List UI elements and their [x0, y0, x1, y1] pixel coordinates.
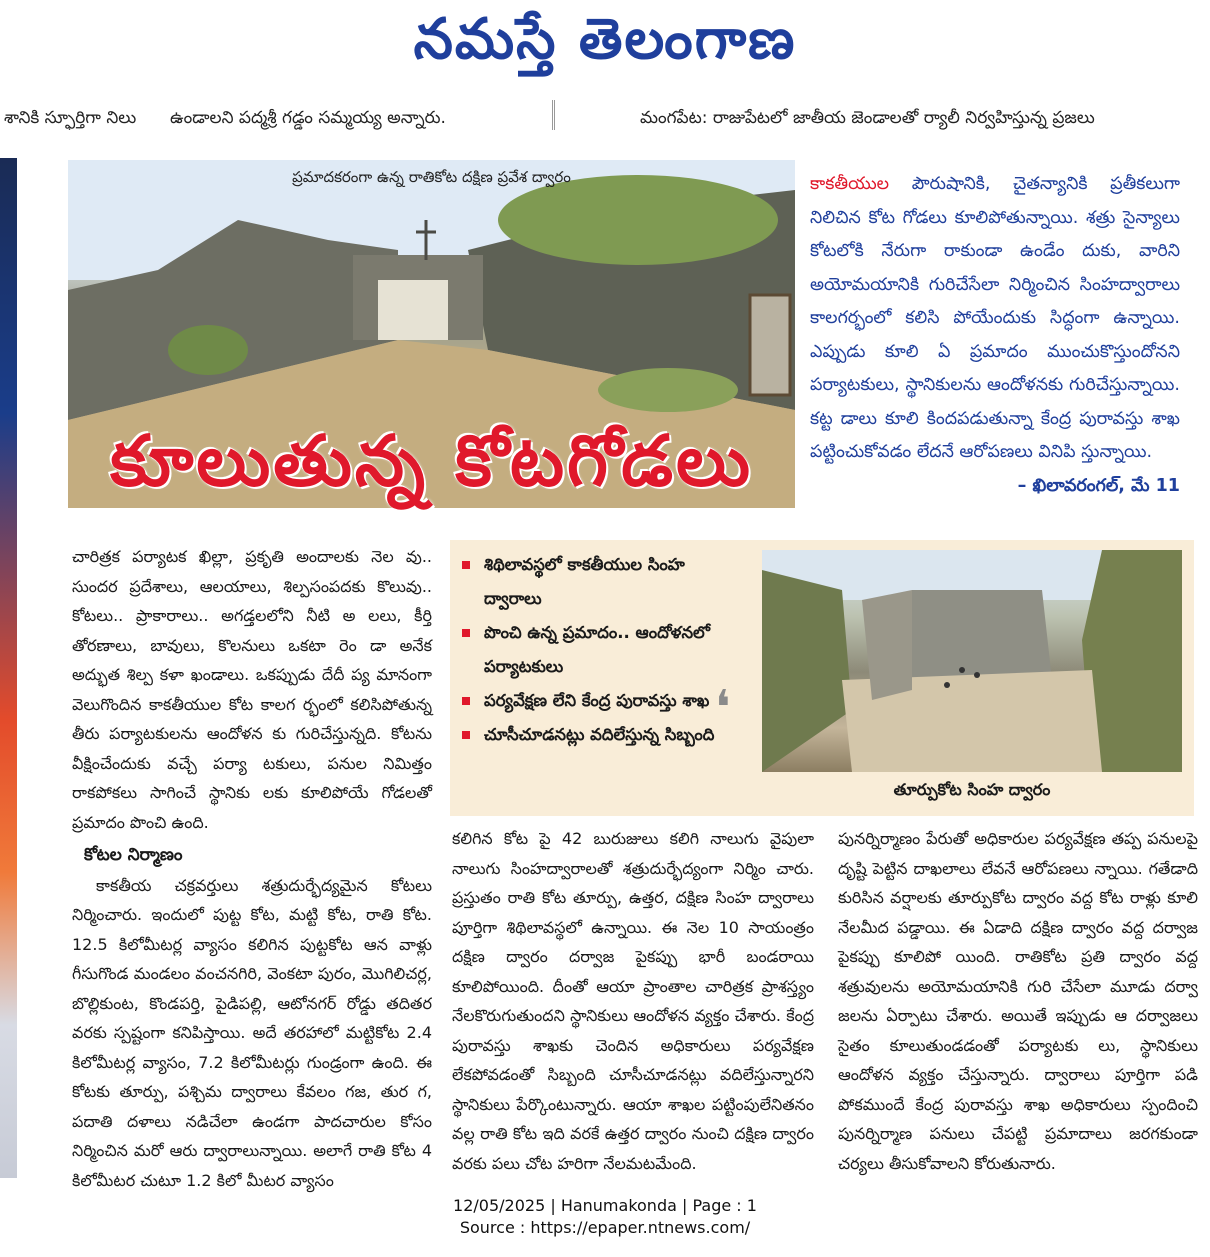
column-3: పునర్నిర్మాణం పేరుతో అధికారుల పర్యవేక్షణ తప్ప పనులపై దృష్టి పెట్టిన దాఖలాలు లేవనే ఆరోపణలు న్నాయి. గతేడాది కురిసిన వర్షాలకు తూర్పుకోట ద్వారం వద్ద కోట రాళ్లు కూలి నేలమీద పడ్డాయి. ఈ ఏడాది దక్షిణ ద్వారం వద్ద దర్వాజ పైకప్పు కూలిపో యింది. రాతికోట ప్రతి ద్వారం వద్ద శత్రువులను అయోమయానికి గురి చేసేలా మూడు దర్వా జలను ఏర్పాటు చేశారు. అయితే ఇప్పుడు ఆ దర్వాజలు సైతం కూలుతుండడంతో పర్యాటకు లు, స్థానికులు ఆందోళన వ్యక్తం చేస్తున్నారు. ద్వారాలు పూర్తిగా పడి పోకముందే కేంద్ర పురావస్తు శాఖ అధికారులు స్పందించి పునర్నిర్మాణ పనులు చేపట్టి ప్రమాదాలు జరగకుండా చర్యలు తీసుకోవాలని కోరుతునారు. [838, 829, 1198, 1173]
footer-source: Source : https://epaper.ntnews.com/ [459, 1218, 751, 1237]
highlight-item: చూసీచూడనట్లు వదిలేస్తున్న సిబ్బంది [462, 718, 742, 752]
column-separator [552, 100, 555, 130]
intro-paragraph [810, 168, 1180, 503]
highlight-item: పొంచి ఉన్న ప్రమాదం.. ఆందోళనలో పర్యాటకులు [462, 616, 742, 684]
col1-paragraph-2: కాకతీయ చక్రవర్తులు శత్రుదుర్భేద్యమైన కోటలు నిర్మించారు. ఇందులో పుట్ట కోట, మట్టి కోట, రాతి కోట. 12.5 కిలోమీటర్ల వ్యాసం కలిగిన పుట్టకోట ఆన వాళ్లు గీసుగొండ మండలం వంచనగిరి, వెంకటా పురం, మొగిలిచర్ల, బొల్లికుంట, కొండపర్తి, పైడిపల్లి, ఆటోనగర్ రోడ్డు తదితర వరకు స్పష్టంగా కనిపిస్తాయి. అదే తరహాలో మట్టికోట 2.4 కిలోమీటర్ల వ్యాసం, 7.2 కిలోమీటర్లు గుండ్రంగా ఉంది. ఈ కోటకు తూర్పు, పశ్చిమ ద్వారాలు కేవలం గజ, తుర గ, పదాతి దళాలు నడిచేలా ఉండగా పాదచారుల కోసం నిర్మించిన మరో ఆరు ద్వారాలున్నాయి. అలాగే రాతి కోట 4 కిలోమీటర చుటూ 1.2 కిలో మీటర వ్యాసం [72, 875, 432, 1190]
photo1-caption: ప్రమాదకరంగా ఉన్న రాతికోట దక్షిణ ప్రవేశ ద్వారం [292, 168, 571, 186]
east-gate-photo [762, 550, 1182, 772]
bullet-square-icon [462, 561, 470, 569]
footer-edition: 12/05/2025 | Hanumakonda | Page : 1 [453, 1196, 757, 1215]
intro-text: పౌరుషానికి, చైతన్యానికి ప్రతీకలుగా నిలిచిన కోట గోడలు కూలిపోతున్నాయి. శత్రు సైన్యాలు కోటలోకి నేరుగా రాకుండా ఉండేం దుకు, వారిని అయోమయానికి గురిచేసేలా నిర్మించిన సింహద్వారాలు కాలగర్భంలో కలిసి పోయేందుకు సిద్ధంగా ఉన్నాయి. ఎప్పుడు కూలి ఏ ప్రమాదం ముంచుకొస్తుందోనని పర్యాటకులు, స్థానికులను ఆందోళనకు గురిచేస్తున్నాయి. కట్ట డాలు కూలి కిందపడుతున్నా కేంద్ర పురావస్తు శాఖ పట్టించుకోవడం లేదనే ఆరోపణలు వినిపి స్తున్నాయి. [810, 174, 1180, 462]
photo2-caption: తూర్పుకోట సింహ ద్వారం [893, 780, 1051, 799]
top-strip-right: మంగపేట: రాజుపేటలో జాతీయ జెండాలతో ర్యాలీ నిర్వహిస్తున్న ప్రజలు [640, 108, 1095, 128]
east-gate-illustration [762, 550, 1182, 772]
quote-mark-icon: ❛ [715, 680, 731, 736]
bullet-square-icon [462, 697, 470, 705]
left-ad-strip [0, 158, 17, 1178]
highlight-item: శిథిలావస్థలో కాకతీయుల సింహ ద్వారాలు [462, 548, 742, 616]
column-2: కలిగిన కోట పై 42 బురుజులు కలిగి నాలుగు వైపులా నాలుగు సింహద్వారాలతో శత్రుదుర్భేద్యంగా నిర్మిం చారు. ప్రస్తుతం రాతి కోట తూర్పు, ఉత్తర, దక్షిణ సింహ ద్వారాలు పూర్తిగా శిథిలావస్థలో ఉన్నాయి. ఈ నెల 10 సాయంత్రం దక్షిణ ద్వారం దర్వాజ పైకప్పు భారీ బండరాయి కూలిపోయింది. దీంతో ఆయా ప్రాంతాల చారిత్రక ప్రాశస్త్యం నేలకొరుగుతుందని స్థానికులు ఆందోళన వ్యక్తం చేశారు. కేంద్ర పురావస్తు శాఖకు చెందిన అధికారులు పర్యవేక్షణ లేకపోవడంతో సిబ్బంది చూసీచూడనట్లు వదిలేస్తున్నారని స్థానికులు పేర్కొంటున్నారు. ఆయా శాఖల పట్టింపులేనితనం వల్ల రాతి కోట ఇది వరకే ఉత్తర ద్వారం నుంచి దక్షిణ ద్వారం వరకు పలు చోట హరిగా నేలమటమేంది. [452, 829, 814, 1173]
col1-paragraph-1: చారిత్రక పర్యాటక ఖిల్లా, ప్రకృతి అందాలకు నెల వు.. సుందర ప్రదేశాలు, ఆలయాలు, శిల్పసంపదకు కొలువు.. కోటలు.. ప్రాకారాలు.. అగడ్తలలోని నీటి అ లలు, కీర్తి తోరణాలు, బావులు, కొలనులు ఒకటా రెం డా అనేక అద్భుత శిల్ప కళా ఖండాలు. ఒకప్పుడు దేదీ ప్య మానంగా వెలుగొందిన కాకతీయుల కోట కాలగ ర్భంలో కలిసిపోతున్న తీరు పర్యాటకులను ఆందోళన కు గురిచేస్తున్నది. కోటను వీక్షించేందుకు వచ్చే పర్యా టకులు, పనుల నిమిత్తం రాకపోకలు సాగించే స్థానికు లకు కూలిపోయే గోడలతో ప్రమాదం పొంచి ఉంది. [72, 547, 432, 832]
intro-lead-word: కాకతీయుల [810, 174, 890, 194]
headline: కూలుతున్న కోటగోడలు [110, 420, 753, 502]
subhead-fort-construction: కోటల నిర్మాణం [84, 845, 183, 865]
bullet-square-icon [462, 731, 470, 739]
top-strip-middle: ఉండాలని పద్మశ్రీ గడ్డం సమ్మయ్య అన్నారు. [170, 108, 446, 128]
masthead: నమస్తే తెలంగాణ [413, 6, 797, 72]
dateline: – ఖిలావరంగల్, మే 11 [1017, 475, 1180, 496]
highlight-item: పర్యవేక్షణ లేని కేంద్ర పురావస్తు శాఖ [462, 684, 742, 718]
highlights-list [462, 548, 742, 752]
bullet-square-icon [462, 629, 470, 637]
column-1 [72, 542, 432, 1195]
top-strip-left: శానికి స్ఫూర్తిగా నిలు [4, 108, 137, 128]
